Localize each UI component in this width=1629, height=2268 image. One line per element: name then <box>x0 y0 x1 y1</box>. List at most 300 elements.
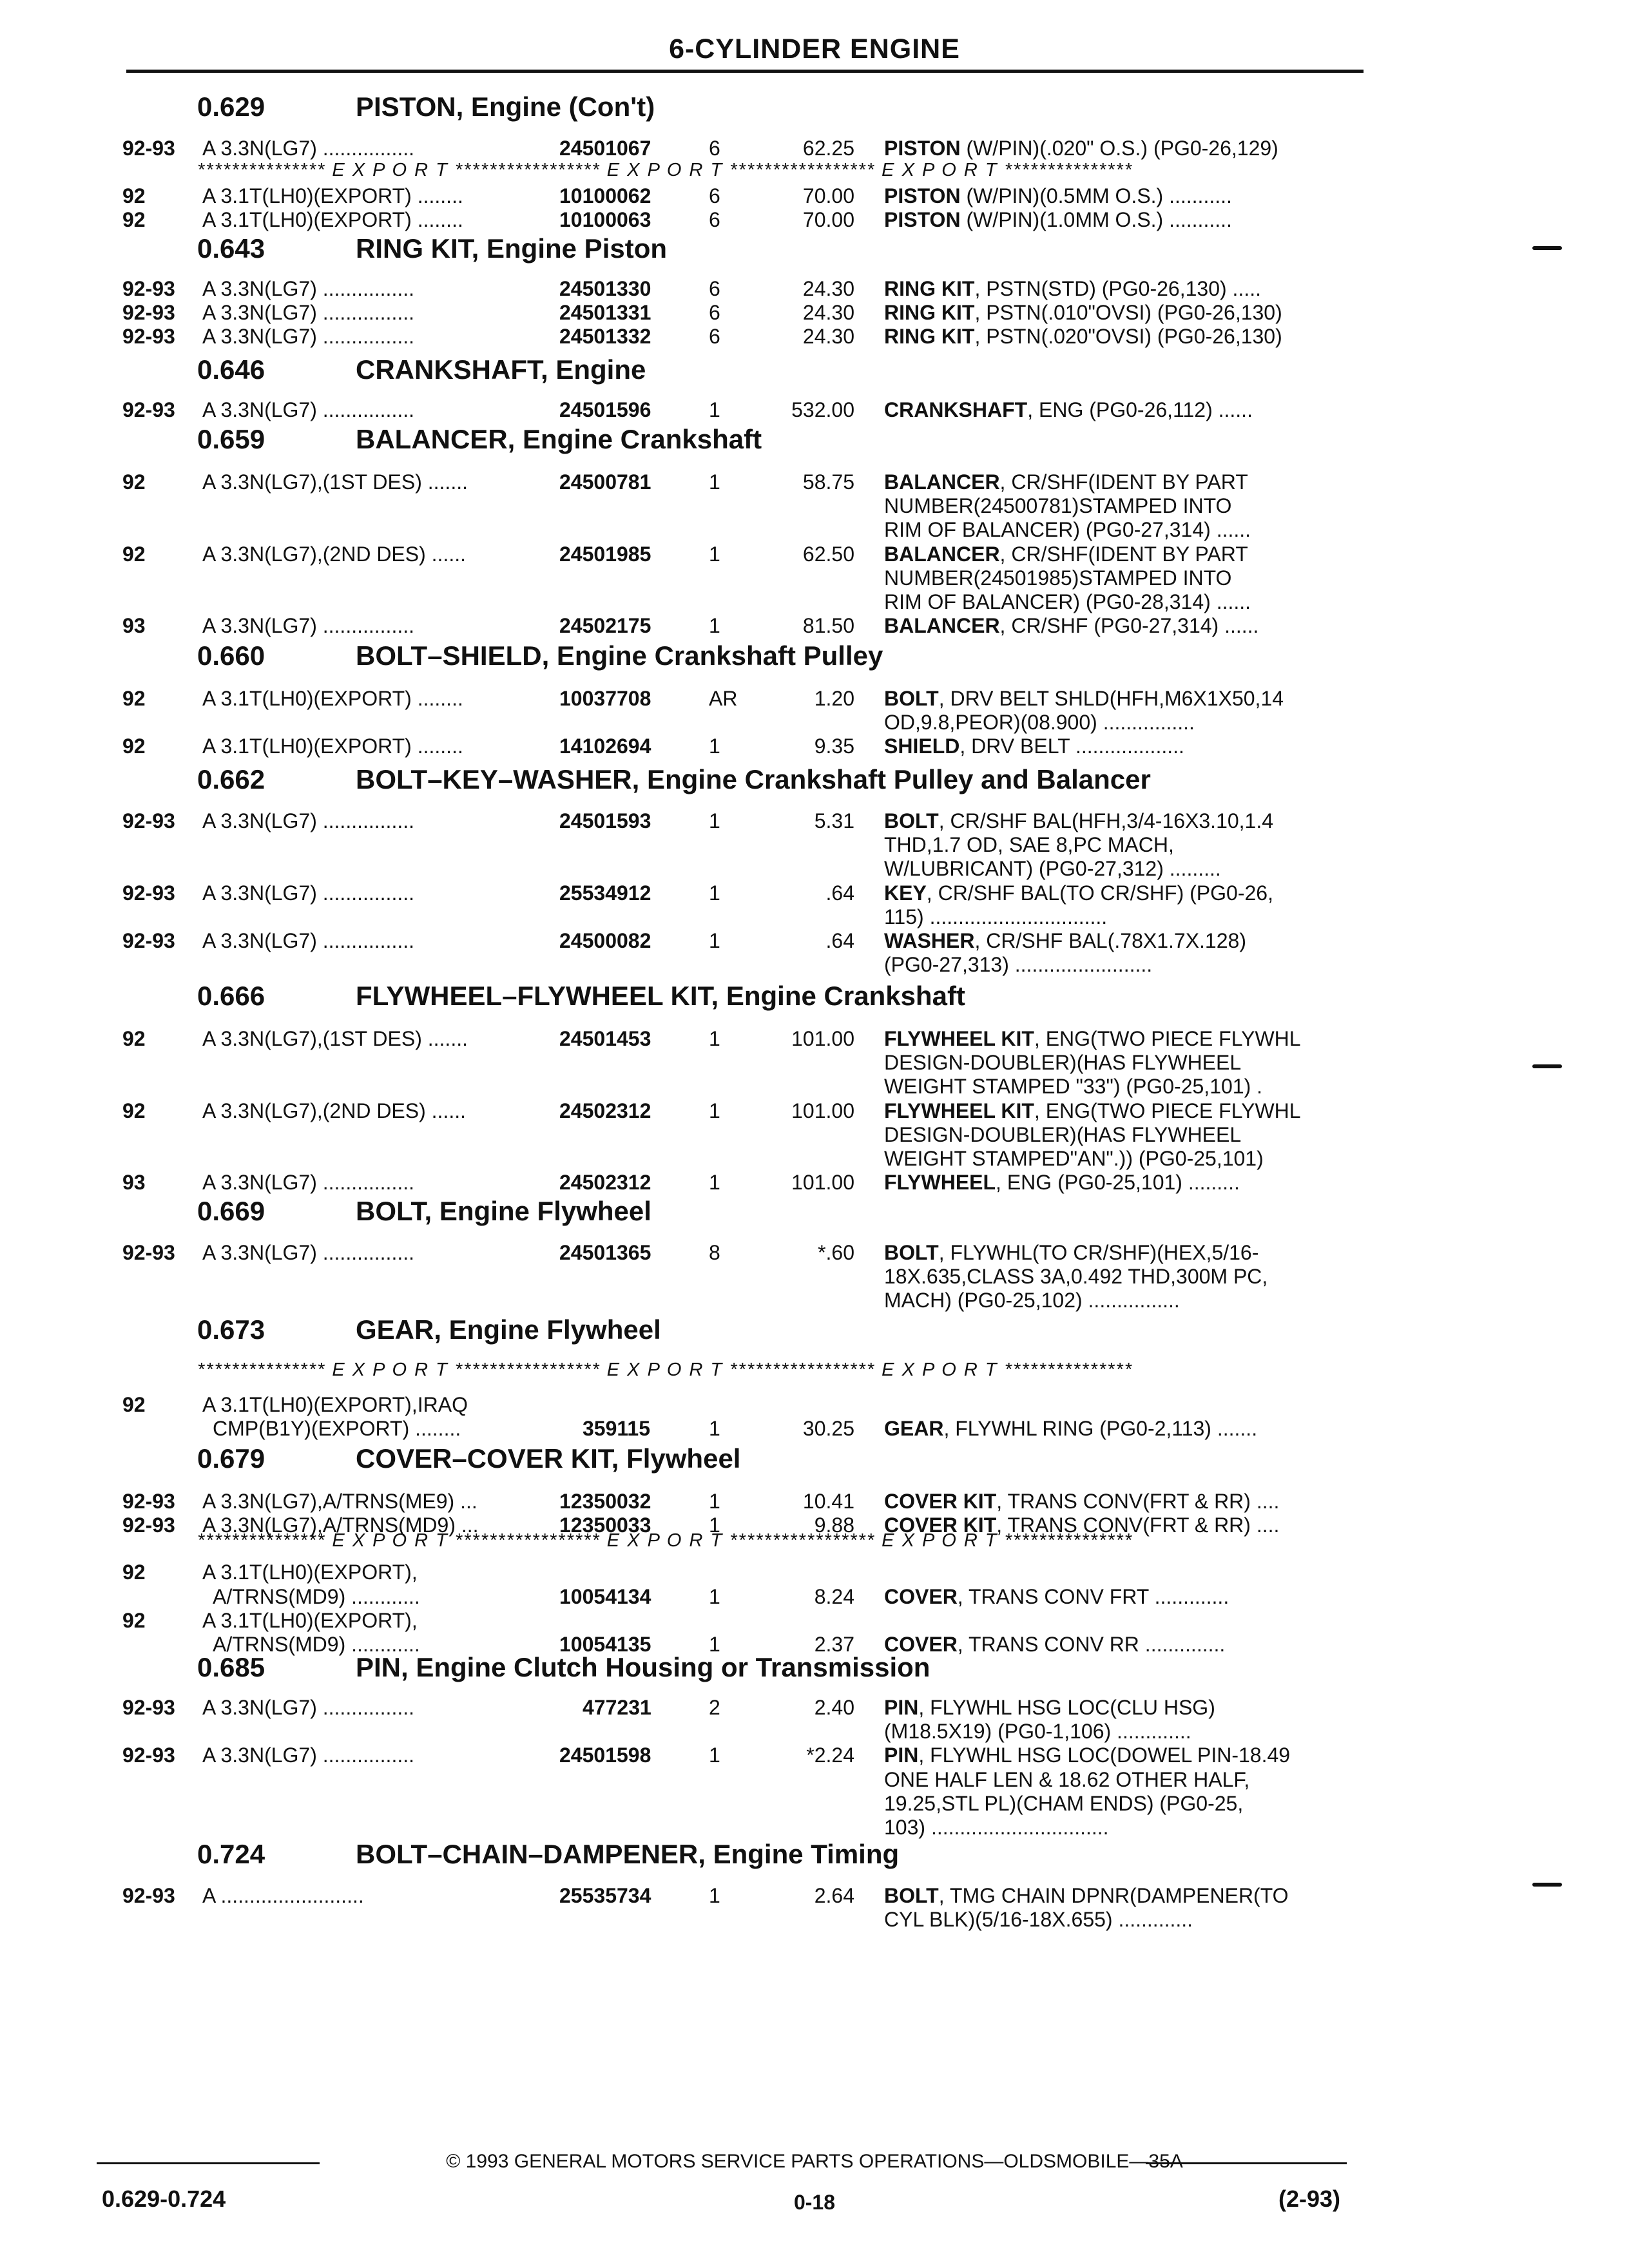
part-number: 25534912 <box>559 881 651 905</box>
description-keyword: BALANCER <box>884 543 1000 566</box>
section-title: BOLT–CHAIN–DAMPENER, Engine Timing <box>356 1839 900 1869</box>
description <box>884 518 1251 542</box>
description-text: (W/PIN)(1.0MM O.S.) ........... <box>960 208 1232 231</box>
description <box>884 735 1184 758</box>
quantity: 6 <box>709 137 720 160</box>
section-number: 0.629 <box>197 91 265 122</box>
part-number: 10100062 <box>559 184 651 207</box>
description-text: WEIGHT STAMPED "33") (PG0-25,101) . <box>884 1075 1263 1098</box>
description-text: , ENG(TWO PIECE FLYWHL <box>1034 1027 1301 1050</box>
description <box>884 1744 1290 1767</box>
part-number: 24501985 <box>559 543 651 566</box>
part-row <box>0 1585 1629 1608</box>
application: A 3.3N(LG7) ................ <box>202 325 414 348</box>
description <box>884 711 1195 735</box>
section-number: 0.662 <box>197 764 265 794</box>
description-keyword: BOLT <box>884 1884 939 1907</box>
price: 62.50 <box>802 543 854 566</box>
application: A 3.3N(LG7) ................ <box>202 1696 414 1719</box>
description <box>884 1696 1215 1720</box>
description-text: 18X.635,CLASS 3A,0.492 THD,300M PC, <box>884 1265 1268 1288</box>
description-keyword: PISTON <box>884 184 961 207</box>
description-text: , PSTN(.020"OVSI) (PG0-26,130) <box>974 325 1282 348</box>
section-number: 0.660 <box>197 640 265 671</box>
model-year: 92-93 <box>122 881 175 905</box>
description <box>884 614 1258 638</box>
description <box>884 1099 1301 1123</box>
price: 101.00 <box>791 1027 854 1050</box>
description <box>884 1075 1262 1099</box>
quantity: 1 <box>709 735 720 758</box>
description-text: DESIGN-DOUBLER)(HAS FLYWHEEL <box>884 1123 1242 1146</box>
price: 8.24 <box>814 1585 854 1608</box>
part-row <box>0 1123 1629 1146</box>
application: A 3.3N(LG7),(2ND DES) ...... <box>202 1099 466 1122</box>
quantity: AR <box>709 687 738 710</box>
description <box>884 325 1282 349</box>
export-band: *************** E X P O R T ***************** E X P O R T ***************** E X P O R T *************** <box>197 1530 1133 1551</box>
part-number: 24501453 <box>559 1027 651 1050</box>
description-text: , PSTN(.010"OVSI) (PG0-26,130) <box>974 301 1282 324</box>
description-text: , FLYWHL HSG LOC(CLU HSG) <box>918 1696 1215 1719</box>
margin-mark <box>1532 246 1562 250</box>
description <box>884 494 1231 518</box>
description-text: ONE HALF LEN & 18.62 OTHER HALF, <box>884 1768 1250 1791</box>
description-text: CYL BLK)(5/16-18X.655) ............. <box>884 1908 1193 1931</box>
footer-page-number: 0-18 <box>793 2191 836 2214</box>
description-keyword: FLYWHEEL KIT <box>884 1027 1034 1050</box>
description-text: , PSTN(STD) (PG0-26,130) ..... <box>974 277 1261 300</box>
part-row <box>0 953 1629 976</box>
description <box>884 1792 1243 1816</box>
part-row <box>0 1768 1629 1791</box>
description <box>884 881 1273 905</box>
part-row <box>0 543 1629 566</box>
model-year: 92 <box>122 1027 146 1050</box>
section-title: RING KIT, Engine Piston <box>356 233 668 264</box>
part-number: 24501332 <box>559 325 651 348</box>
part-row <box>0 398 1629 421</box>
application: CMP(B1Y)(EXPORT) ........ <box>213 1417 461 1440</box>
part-number: 24502312 <box>559 1171 651 1194</box>
description <box>884 1720 1191 1744</box>
description <box>884 1585 1229 1609</box>
price: 81.50 <box>802 614 854 637</box>
description-text: , DRV BELT SHLD(HFH,M6X1X50,14 <box>938 687 1284 710</box>
part-row <box>0 1147 1629 1170</box>
quantity: 1 <box>709 1099 720 1122</box>
part-row <box>0 208 1629 231</box>
part-row <box>0 929 1629 952</box>
part-row <box>0 881 1629 905</box>
application: A 3.1T(LH0)(EXPORT) ........ <box>202 735 463 758</box>
description <box>884 1241 1258 1265</box>
description <box>884 1027 1301 1051</box>
part-number: 14102694 <box>559 735 651 758</box>
application: A 3.3N(LG7) ................ <box>202 881 414 905</box>
header-rule <box>126 70 1364 73</box>
description-text: , CR/SHF (PG0-27,314) ...... <box>999 614 1259 637</box>
description <box>884 929 1246 953</box>
description-text: , ENG (PG0-25,101) ......... <box>996 1171 1240 1194</box>
description-text: NUMBER(24500781)STAMPED INTO <box>884 494 1232 517</box>
description <box>884 687 1284 711</box>
application: A 3.3N(LG7) ................ <box>202 301 414 324</box>
quantity: 1 <box>709 929 720 952</box>
description <box>884 1633 1225 1657</box>
quantity: 1 <box>709 1417 720 1440</box>
quantity: 1 <box>709 614 720 637</box>
model-year: 93 <box>122 614 146 637</box>
part-number: 24502312 <box>559 1099 651 1122</box>
description <box>884 470 1248 494</box>
application: A 3.3N(LG7),(2ND DES) ...... <box>202 543 466 566</box>
part-row <box>0 1051 1629 1074</box>
description <box>884 1768 1249 1792</box>
price: 101.00 <box>791 1171 854 1194</box>
description <box>884 1289 1180 1312</box>
model-year: 92-93 <box>122 929 175 952</box>
description <box>884 953 1152 977</box>
part-number: 24501067 <box>559 137 651 160</box>
margin-mark <box>1532 1883 1562 1887</box>
part-number: 25535734 <box>559 1884 651 1907</box>
price: 10.41 <box>802 1490 854 1513</box>
part-row <box>0 1792 1629 1815</box>
description-keyword: BALANCER <box>884 470 1000 494</box>
part-row <box>0 518 1629 541</box>
description-keyword: CRANKSHAFT <box>884 398 1028 421</box>
description <box>884 277 1261 301</box>
quantity: 1 <box>709 1884 720 1907</box>
quantity: 1 <box>709 809 720 832</box>
part-number: 24500082 <box>559 929 651 952</box>
application: A ......................... <box>202 1884 364 1907</box>
copyright-notice: © 1993 GENERAL MOTORS SERVICE PARTS OPERATIONS—OLDSMOBILE—35A <box>446 2151 1183 2172</box>
description-text: , DRV BELT ................... <box>959 735 1184 758</box>
section-title: CRANKSHAFT, Engine <box>356 354 646 385</box>
price: *2.24 <box>806 1744 854 1767</box>
section-title: BOLT–SHIELD, Engine Crankshaft Pulley <box>356 640 883 671</box>
quantity: 6 <box>709 301 720 324</box>
description-text: OD,9.8,PEOR)(08.900) ................ <box>884 711 1195 734</box>
price: .64 <box>825 929 854 952</box>
price: 70.00 <box>802 208 854 231</box>
quantity: 8 <box>709 1241 720 1264</box>
part-row <box>0 277 1629 300</box>
part-number: 12350033 <box>559 1514 651 1537</box>
part-row <box>0 1265 1629 1288</box>
model-year: 92-93 <box>122 301 175 324</box>
description-text: RIM OF BALANCER) (PG0-27,314) ...... <box>884 518 1251 541</box>
model-year: 92 <box>122 184 146 207</box>
export-band: *************** E X P O R T ***************** E X P O R T ***************** E X P O R T *************** <box>197 160 1133 180</box>
description <box>884 809 1273 833</box>
description-keyword: BALANCER <box>884 614 1000 637</box>
description-text: WEIGHT STAMPED"AN".)) (PG0-25,101) <box>884 1147 1264 1170</box>
description-text: , CR/SHF BAL(.78X1.7X.128) <box>974 929 1246 952</box>
part-row <box>0 1027 1629 1050</box>
part-number: 10054135 <box>559 1633 651 1656</box>
part-row <box>0 687 1629 710</box>
section-title: FLYWHEEL–FLYWHEEL KIT, Engine Crankshaft <box>356 981 965 1011</box>
part-row <box>0 301 1629 324</box>
part-number: 10054134 <box>559 1585 651 1608</box>
description <box>884 543 1248 566</box>
price: 9.35 <box>814 735 854 758</box>
price: .64 <box>825 881 854 905</box>
section-number: 0.646 <box>197 354 265 385</box>
description <box>884 1123 1241 1147</box>
price: 70.00 <box>802 184 854 207</box>
price: 24.30 <box>802 301 854 324</box>
part-row <box>0 905 1629 928</box>
footer-range: 0.629-0.724 <box>102 2186 226 2212</box>
part-row <box>0 566 1629 590</box>
price: 532.00 <box>791 398 854 421</box>
part-number: 10037708 <box>559 687 651 710</box>
part-row <box>0 1171 1629 1194</box>
price: 2.64 <box>814 1884 854 1907</box>
part-number: 24501596 <box>559 398 651 421</box>
application: A 3.3N(LG7),(1ST DES) ....... <box>202 1027 468 1050</box>
part-row <box>0 470 1629 494</box>
part-row <box>0 1099 1629 1122</box>
description <box>884 137 1278 160</box>
application: A 3.1T(LH0)(EXPORT),IRAQ <box>202 1393 468 1416</box>
description <box>884 905 1107 929</box>
model-year: 92 <box>122 735 146 758</box>
description-text: , CR/SHF(IDENT BY PART <box>999 470 1248 494</box>
model-year: 92-93 <box>122 809 175 832</box>
description <box>884 566 1231 590</box>
description <box>884 1147 1264 1171</box>
quantity: 6 <box>709 277 720 300</box>
part-row <box>0 184 1629 207</box>
description-text: , TRANS CONV RR .............. <box>957 1633 1226 1656</box>
price: *.60 <box>818 1241 854 1264</box>
section-number: 0.673 <box>197 1314 265 1345</box>
price: 101.00 <box>791 1099 854 1122</box>
description-keyword: COVER <box>884 1585 958 1608</box>
quantity: 6 <box>709 208 720 231</box>
application: A/TRNS(MD9) ............ <box>213 1633 420 1656</box>
description-keyword: FLYWHEEL <box>884 1171 996 1194</box>
section-number: 0.724 <box>197 1839 265 1869</box>
application: A 3.3N(LG7) ................ <box>202 137 414 160</box>
description-keyword: COVER KIT <box>884 1490 997 1513</box>
model-year: 92 <box>122 1561 146 1584</box>
model-year: 92-93 <box>122 1696 175 1719</box>
part-number: 24500781 <box>559 470 651 494</box>
description <box>884 833 1174 857</box>
part-row <box>0 1289 1629 1312</box>
section-title: GEAR, Engine Flywheel <box>356 1314 661 1345</box>
model-year: 92 <box>122 470 146 494</box>
part-row <box>0 1696 1629 1719</box>
model-year: 92-93 <box>122 1514 175 1537</box>
part-row <box>0 1241 1629 1264</box>
part-number: 24502175 <box>559 614 651 637</box>
quantity: 2 <box>709 1696 720 1719</box>
price: 30.25 <box>802 1417 854 1440</box>
description <box>884 301 1282 325</box>
description <box>884 1171 1240 1195</box>
application: A/TRNS(MD9) ............ <box>213 1585 420 1608</box>
description-text: (W/PIN)(0.5MM O.S.) ........... <box>960 184 1232 207</box>
section-number: 0.666 <box>197 981 265 1011</box>
part-row <box>0 809 1629 832</box>
description-keyword: PISTON <box>884 137 961 160</box>
quantity: 1 <box>709 543 720 566</box>
application: A 3.1T(LH0)(EXPORT) ........ <box>202 687 463 710</box>
description-text: , FLYWHL HSG LOC(DOWEL PIN-18.49 <box>918 1744 1291 1767</box>
description-text: THD,1.7 OD, SAE 8,PC MACH, <box>884 833 1174 856</box>
quantity: 1 <box>709 1633 720 1656</box>
part-row <box>0 590 1629 613</box>
part-number: 24501593 <box>559 809 651 832</box>
application: A 3.3N(LG7) ................ <box>202 929 414 952</box>
section-number: 0.643 <box>197 233 265 264</box>
description-keyword: GEAR <box>884 1417 944 1440</box>
model-year: 92-93 <box>122 1884 175 1907</box>
part-row <box>0 1075 1629 1098</box>
section-title: BOLT–KEY–WASHER, Engine Crankshaft Pulley and Balancer <box>356 764 1151 794</box>
model-year: 92 <box>122 1609 146 1632</box>
description-keyword: RING KIT <box>884 301 975 324</box>
description-text: , TRANS CONV FRT ............. <box>957 1585 1229 1608</box>
model-year: 92 <box>122 543 146 566</box>
part-row <box>0 833 1629 856</box>
section-number: 0.659 <box>197 424 265 454</box>
section-title: PISTON, Engine (Con't) <box>356 91 655 122</box>
description-keyword: FLYWHEEL KIT <box>884 1099 1034 1122</box>
model-year: 92-93 <box>122 325 175 348</box>
description-keyword: COVER KIT <box>884 1514 997 1537</box>
price: 2.37 <box>814 1633 854 1656</box>
description <box>884 184 1232 208</box>
section-title: BOLT, Engine Flywheel <box>356 1196 651 1226</box>
description-text: , CR/SHF BAL(TO CR/SHF) (PG0-26, <box>926 881 1273 905</box>
footer-date: (2-93) <box>1278 2186 1341 2212</box>
part-row <box>0 1561 1629 1584</box>
part-number: 12350032 <box>559 1490 651 1513</box>
margin-mark <box>1532 1064 1562 1068</box>
part-number: 24501330 <box>559 277 651 300</box>
part-number: 10100063 <box>559 208 651 231</box>
quantity: 1 <box>709 881 720 905</box>
model-year: 92 <box>122 1393 146 1416</box>
description-text: NUMBER(24501985)STAMPED INTO <box>884 566 1232 590</box>
section-number: 0.685 <box>197 1652 265 1682</box>
description-keyword: PIN <box>884 1696 919 1719</box>
export-band: *************** E X P O R T ***************** E X P O R T ***************** E X P O R T *************** <box>197 1360 1133 1380</box>
description-text: , TRANS CONV(FRT & RR) .... <box>996 1490 1280 1513</box>
section-number: 0.679 <box>197 1443 265 1474</box>
description-keyword: PISTON <box>884 208 961 231</box>
description <box>884 1490 1279 1514</box>
description-text: (W/PIN)(.020" O.S.) (PG0-26,129) <box>960 137 1278 160</box>
price: 9.88 <box>814 1514 854 1537</box>
application: A 3.1T(LH0)(EXPORT) ........ <box>202 184 463 207</box>
part-row <box>0 614 1629 637</box>
section-title: PIN, Engine Clutch Housing or Transmission <box>356 1652 930 1682</box>
description <box>884 1051 1241 1075</box>
description-keyword: COVER <box>884 1633 958 1656</box>
quantity: 1 <box>709 1490 720 1513</box>
part-row <box>0 1908 1629 1931</box>
application: A 3.3N(LG7),A/TRNS(MD9) ... <box>202 1514 479 1537</box>
description-text: 103) ............................... <box>884 1816 1109 1839</box>
quantity: 1 <box>709 1585 720 1608</box>
description-text: , CR/SHF BAL(HFH,3/4-16X3.10,1.4 <box>938 809 1274 832</box>
part-row <box>0 711 1629 734</box>
model-year: 92-93 <box>122 1241 175 1264</box>
model-year: 93 <box>122 1171 146 1194</box>
description <box>884 1816 1109 1840</box>
description <box>884 1908 1193 1932</box>
part-row <box>0 1490 1629 1513</box>
description-text: , CR/SHF(IDENT BY PART <box>999 543 1248 566</box>
model-year: 92-93 <box>122 1490 175 1513</box>
description <box>884 590 1251 614</box>
description-text: , ENG (PG0-26,112) ...... <box>1027 398 1253 421</box>
application: A 3.1T(LH0)(EXPORT), <box>202 1561 418 1584</box>
description-text: W/LUBRICANT) (PG0-27,312) ......... <box>884 857 1221 880</box>
description <box>884 398 1253 422</box>
description <box>884 1417 1257 1441</box>
quantity: 1 <box>709 1171 720 1194</box>
section-title: COVER–COVER KIT, Flywheel <box>356 1443 741 1474</box>
description-text: (M18.5X19) (PG0-1,106) ............. <box>884 1720 1191 1743</box>
part-row <box>0 137 1629 160</box>
application: A 3.3N(LG7) ................ <box>202 1171 414 1194</box>
description-keyword: WASHER <box>884 929 975 952</box>
quantity: 1 <box>709 470 720 494</box>
part-row <box>0 1720 1629 1743</box>
description-text: , ENG(TWO PIECE FLYWHL <box>1034 1099 1301 1122</box>
model-year: 92-93 <box>122 398 175 421</box>
part-row <box>0 1884 1629 1907</box>
part-row <box>0 1393 1629 1416</box>
part-number: 24501598 <box>559 1744 651 1767</box>
description <box>884 1265 1268 1289</box>
part-row <box>0 1417 1629 1440</box>
description-keyword: PIN <box>884 1744 919 1767</box>
price: 58.75 <box>802 470 854 494</box>
description-text: MACH) (PG0-25,102) ................ <box>884 1289 1180 1312</box>
quantity: 6 <box>709 325 720 348</box>
application: A 3.3N(LG7) ................ <box>202 277 414 300</box>
quantity: 1 <box>709 398 720 421</box>
part-number: 24501365 <box>559 1241 651 1264</box>
quantity: 6 <box>709 184 720 207</box>
model-year: 92-93 <box>122 1744 175 1767</box>
section-title: BALANCER, Engine Crankshaft <box>356 424 762 454</box>
model-year: 92 <box>122 687 146 710</box>
description-keyword: RING KIT <box>884 277 975 300</box>
model-year: 92 <box>122 208 146 231</box>
part-row <box>0 494 1629 517</box>
quantity: 1 <box>709 1744 720 1767</box>
application: A 3.1T(LH0)(EXPORT), <box>202 1609 418 1632</box>
part-row <box>0 857 1629 880</box>
part-row <box>0 325 1629 348</box>
quantity: 1 <box>709 1514 720 1537</box>
application: A 3.1T(LH0)(EXPORT) ........ <box>202 208 463 231</box>
model-year: 92 <box>122 1099 146 1122</box>
description <box>884 1884 1289 1908</box>
